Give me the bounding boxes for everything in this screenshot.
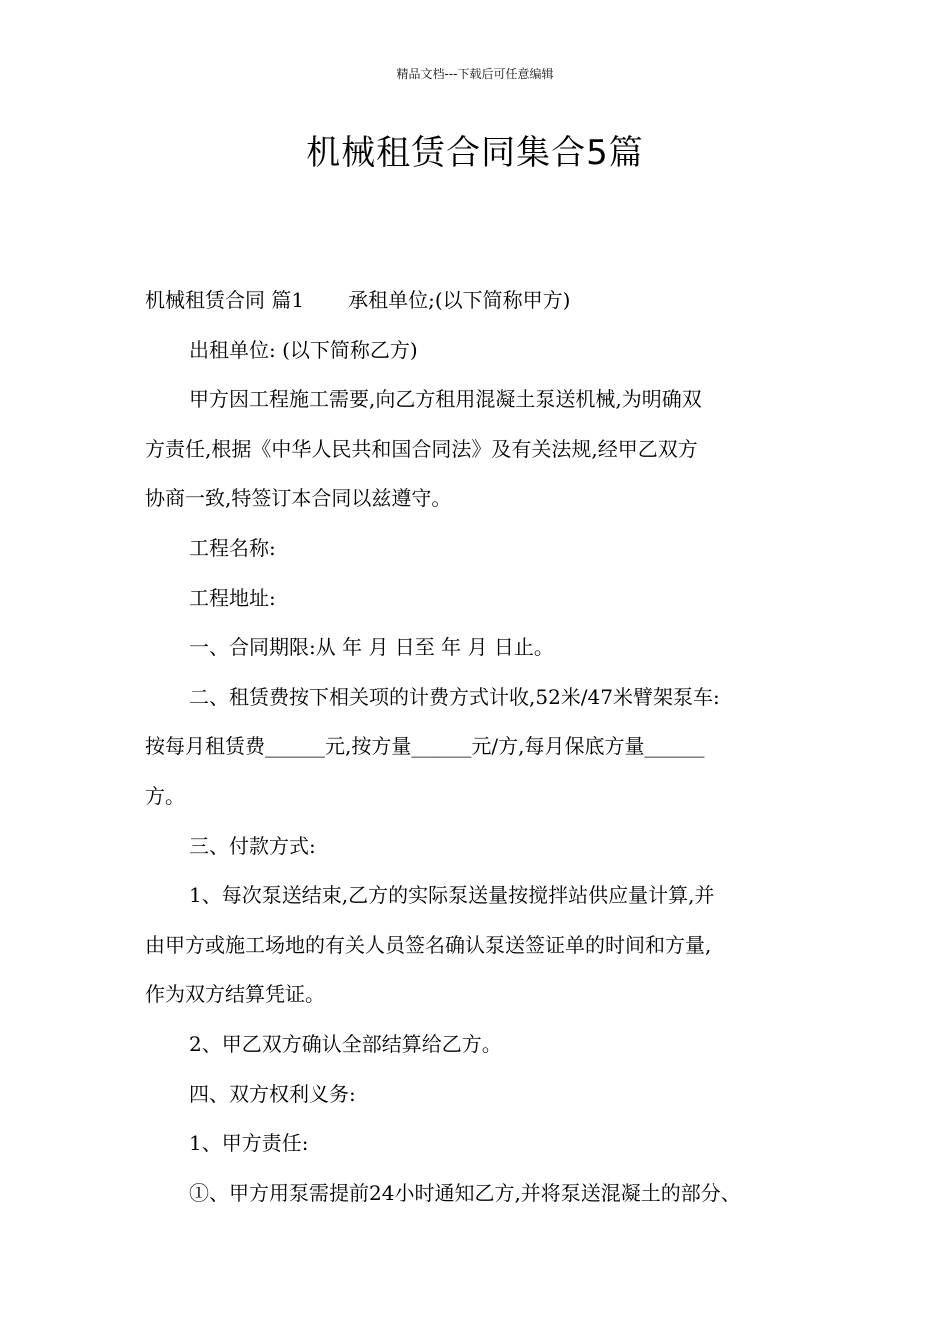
text-line: 作为双方结算凭证。: [145, 982, 325, 1007]
document-title: 机械租赁合同集合5篇: [306, 133, 644, 173]
text-line: 2、甲乙双方确认全部结算给乙方。: [189, 1031, 502, 1056]
text-line: 1、甲方责任:: [189, 1131, 309, 1156]
contract-heading: 机械租赁合同 篇1: [145, 288, 305, 312]
first-line: [145, 276, 835, 326]
header-note: 精品文档---下载后可任意编辑: [396, 67, 554, 81]
document-body: [145, 276, 835, 1218]
text-line: 方。: [145, 783, 185, 808]
text-line: 协商一致,特签订本合同以兹遵守。: [145, 486, 452, 511]
text-line: 一、合同期限:从 年 月 日至 年 月 日止。: [189, 635, 554, 660]
paragraph-lines: [145, 326, 835, 1219]
text-line: 四、双方权利义务:: [189, 1081, 356, 1106]
lessee-field: 承租单位;(以下简称甲方): [348, 288, 571, 312]
text-line: 由甲方或施工场地的有关人员签名确认泵送签证单的时间和方量,: [145, 932, 712, 957]
text-line: 三、付款方式:: [189, 833, 316, 858]
text-line: 工程名称:: [189, 535, 276, 560]
text-line: 出租单位: (以下简称乙方): [189, 337, 418, 362]
text-line: 按每月租赁费______元,按方量______元/方,每月保底方量______: [145, 734, 705, 759]
text-line: 二、租赁费按下相关项的计费方式计收,52米/47米臂架泵车:: [189, 684, 720, 709]
text-line: 甲方因工程施工需要,向乙方租用混凝土泵送机械,为明确双: [189, 387, 702, 412]
text-line: 1、每次泵送结束,乙方的实际泵送量按搅拌站供应量计算,并: [189, 883, 715, 908]
text-line: ①、甲方用泵需提前24小时通知乙方,并将泵送混凝土的部分、: [189, 1180, 741, 1205]
text-line: 方责任,根据《中华人民共和国合同法》及有关法规,经甲乙双方: [145, 436, 698, 461]
text-line: 工程地址:: [189, 585, 276, 610]
